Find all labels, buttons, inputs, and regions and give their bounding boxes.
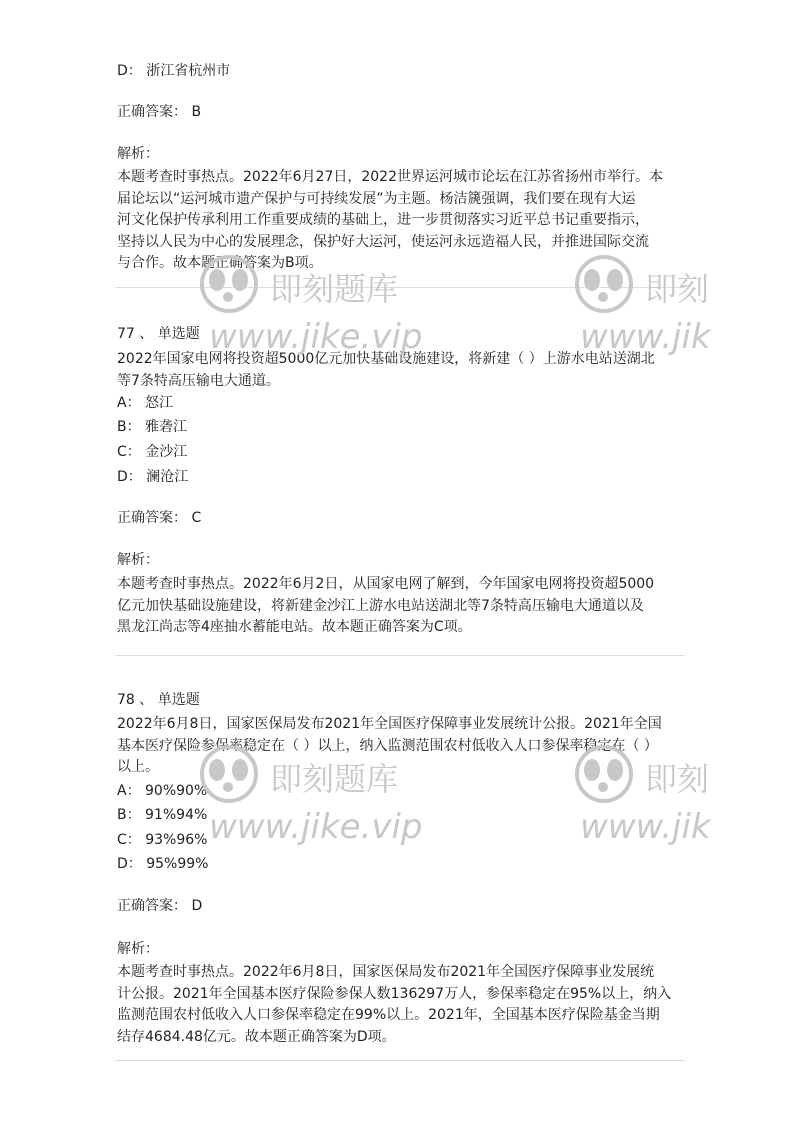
q78-header: 78 、 单选题	[117, 692, 200, 708]
analysis-line: 黑龙江尚志等4座抽水蓄能电站。故本题正确答案为C项。	[117, 619, 472, 635]
watermark-url-partial: www.jik	[580, 317, 711, 357]
q77-header: 77 、 单选题	[117, 326, 200, 342]
watermark-url: www.jike.vip	[209, 317, 423, 357]
q78-option-a: A： 90%90%	[117, 783, 208, 799]
stem-line: 以上。	[117, 759, 159, 775]
q78-option-c: C： 93%96%	[117, 832, 208, 848]
q78-stem	[117, 714, 689, 779]
stem-line: 基本医疗保险参保率稳定在（ ）以上，纳入监测范围农村低收入人口参保率稳定在（ ）	[117, 737, 658, 754]
q76-analysis-text	[117, 167, 689, 275]
analysis-line: 本题考查时事热点。2022年6月27日，2022世界运河城市论坛在江苏省扬州市举行。本	[117, 169, 663, 185]
divider	[115, 287, 685, 288]
stem-line: 2022年国家电网将投资超5000亿元加快基础设施建设，将新建（ ）上游水电站送湖北	[117, 351, 655, 367]
q78-analysis-label: 解析：	[117, 941, 159, 957]
watermark-url-partial: www.jik	[580, 807, 711, 847]
analysis-line: 监测范围农村低收入人口参保率稳定在99%以上。2021年，全国基本医疗保险基金当期	[117, 1007, 660, 1023]
q77-stem	[117, 349, 689, 392]
stem-line: 2022年6月8日，国家医保局发布2021年全国医疗保障事业发展统计公报。2021年全国	[117, 716, 662, 732]
watermark-brand-partial: 即刻	[645, 270, 710, 308]
analysis-line: 结存4684.48亿元。故本题正确答案为D项。	[117, 1028, 396, 1045]
watermark-brand-partial: 即刻	[645, 760, 710, 798]
q76-answer: 正确答案： B	[117, 104, 202, 120]
q77-option-b: B： 雅砻江	[117, 419, 188, 435]
watermark-brand: 即刻题库	[270, 270, 399, 308]
divider	[115, 655, 685, 656]
q76-option-d: D： 浙江省杭州市	[117, 63, 231, 79]
analysis-line: 本题考查时事热点。2022年6月8日，国家医保局发布2021年全国医疗保障事业发展统	[117, 964, 655, 980]
q78-analysis-text	[117, 962, 689, 1048]
stem-line: 等7条特高压输电大通道。	[117, 372, 280, 389]
q78-option-d: D： 95%99%	[117, 856, 209, 872]
q77-option-a: A： 怒江	[117, 395, 174, 411]
q78-answer: 正确答案： D	[117, 898, 203, 914]
q76-analysis-label: 解析：	[117, 146, 159, 162]
analysis-line: 亿元加快基础设施建设，将新建金沙江上游水电站送湖北等7条特高压输电大通道以及	[117, 597, 644, 614]
q77-answer: 正确答案： C	[117, 510, 202, 526]
q78-option-b: B： 91%94%	[117, 807, 208, 823]
analysis-line: 与合作。故本题正确答案为B项。	[117, 255, 323, 271]
q77-option-c: C： 金沙江	[117, 444, 188, 460]
analysis-line: 本题考查时事热点。2022年6月2日，从国家电网了解到，今年国家电网将投资超5000	[117, 576, 655, 592]
analysis-line: 坚持以人民为中心的发展理念，保护好大运河，使运河永远造福人民，并推进国际交流	[117, 233, 649, 250]
divider	[115, 1060, 685, 1061]
analysis-line: 计公报。2021年全国基本医疗保险参保人数136297万人，参保率稳定在95%以上，纳入	[117, 985, 672, 1002]
analysis-line: 河文化保护传承利用工作重要成绩的基础上，进一步贯彻落实习近平总书记重要指示，	[117, 212, 649, 228]
watermark-brand: 即刻题库	[270, 760, 399, 798]
q77-option-d: D： 澜沧江	[117, 469, 189, 485]
watermark-url: www.jike.vip	[209, 807, 423, 847]
q77-analysis-text	[117, 574, 689, 639]
q77-analysis-label: 解析：	[117, 552, 159, 568]
analysis-line: 届论坛以“运河城市遗产保护与可持续发展”为主题。杨洁篪强调，我们要在现有大运	[117, 190, 636, 207]
